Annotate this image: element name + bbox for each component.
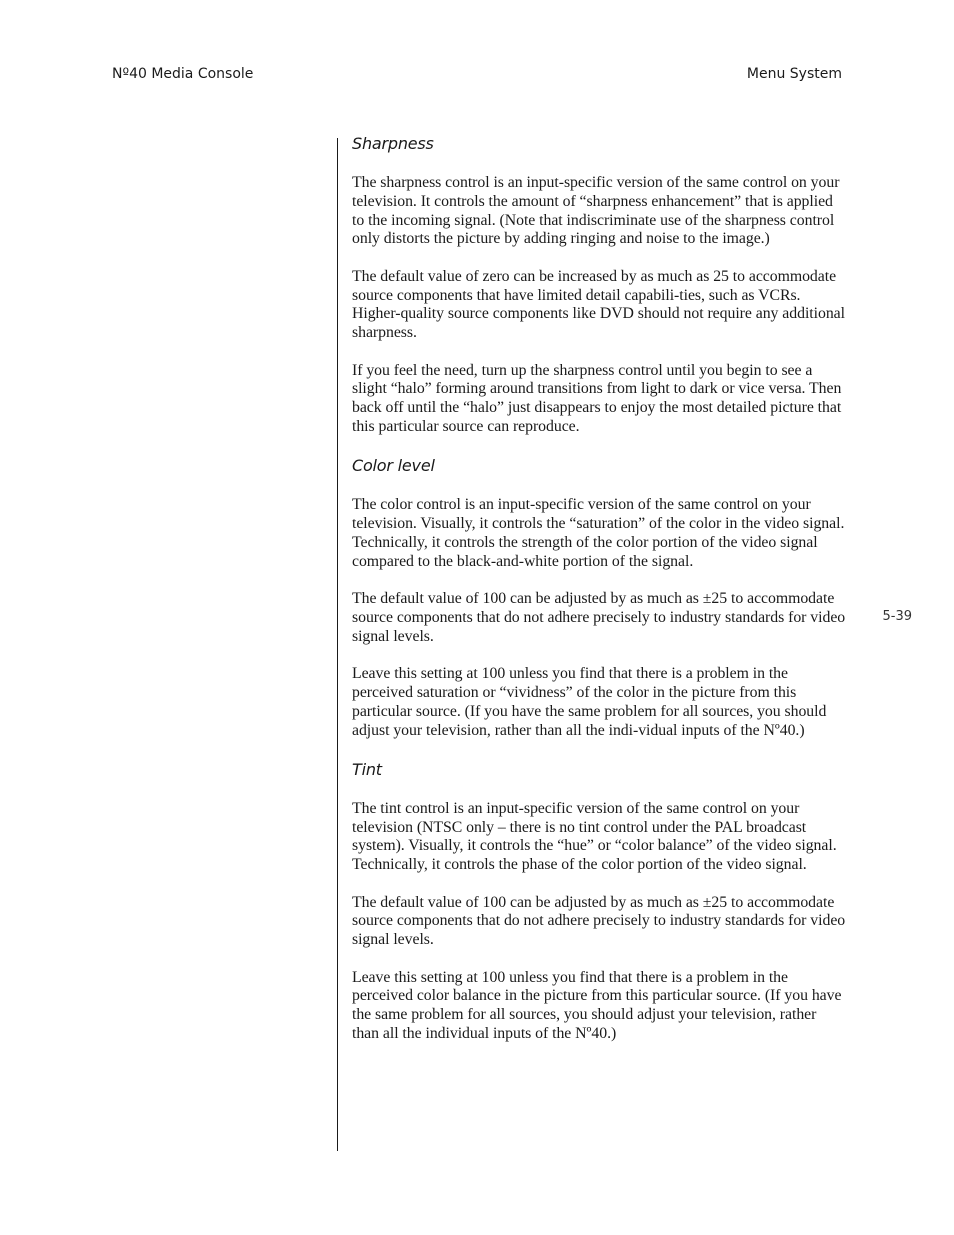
section-title: Tint (352, 759, 382, 779)
section-sharpness (352, 133, 847, 437)
paragraph: The default value of 100 can be adjusted by as much as ±25 to accommodate source components that do not adhere precisely to industry standards for video signal levels. (352, 893, 846, 949)
running-header-title: Nº40 Media Console (112, 66, 254, 82)
section-title: Color level (352, 456, 435, 476)
section-color-level (352, 455, 847, 740)
paragraph: The default value of 100 can be adjusted by as much as ±25 to accommodate source components that do not adhere precisely to industry standards for video signal levels. (352, 590, 846, 645)
paragraph: The default value of zero can be increased by as much as 25 to accommodate source components that have limited detail capabili-ties, such as VCRs. Higher-quality source components like DVD should not require any additional sharpness. (352, 267, 845, 342)
paragraph: Leave this setting at 100 unless you find that there is a problem in the perceived color balance in the picture from this particular source. (If you have the same problem for all sources, you should adjust your television, rather than all the individual inputs of the Nº40.) (352, 968, 842, 1043)
paragraph: The sharpness control is an input-specific version of the same control on your television. It controls the amount of “sharpness enhancement” that is applied to the incoming signal. (Note that indiscriminate use of the sharpness control only distorts the picture by adding ringing and noise to the image.) (352, 174, 840, 248)
paragraph: The tint control is an input-specific version of the same control on your television (NTSC only – there is no tint control under the PAL broadcast system). Visually, it controls the “hue” or “color balance” of the video signal. Technically, it controls the phase of the color portion of the video signal. (352, 799, 837, 874)
margin-rule (337, 138, 338, 1151)
paragraph: The color control is an input-specific version of the same control on your television. Visually, it controls the “saturation” of the color in the video signal. Technically, it controls the strength of the color portion of the video signal compared to the black-and-white portion of the signal. (352, 496, 845, 570)
main-content (352, 133, 847, 1062)
running-header-section: Menu System (746, 66, 842, 82)
paragraph: Leave this setting at 100 unless you find that there is a problem in the perceived saturation or “vividness” of the color in the picture from this particular source. (If you have the same problem for all sources, you should adjust your television, rather than all the indi-vidual inputs of the Nº40.) (352, 665, 827, 739)
section-title: Sharpness (352, 134, 434, 153)
section-tint (352, 759, 847, 1044)
page-number: 5-39 (882, 609, 912, 624)
paragraph: If you feel the need, turn up the sharpness control until you begin to see a slight “halo” forming around transitions from light to dark or vice versa. Then back off until the “halo” just disappears to enjoy the most detailed picture that this particular source can reproduce. (352, 361, 842, 435)
